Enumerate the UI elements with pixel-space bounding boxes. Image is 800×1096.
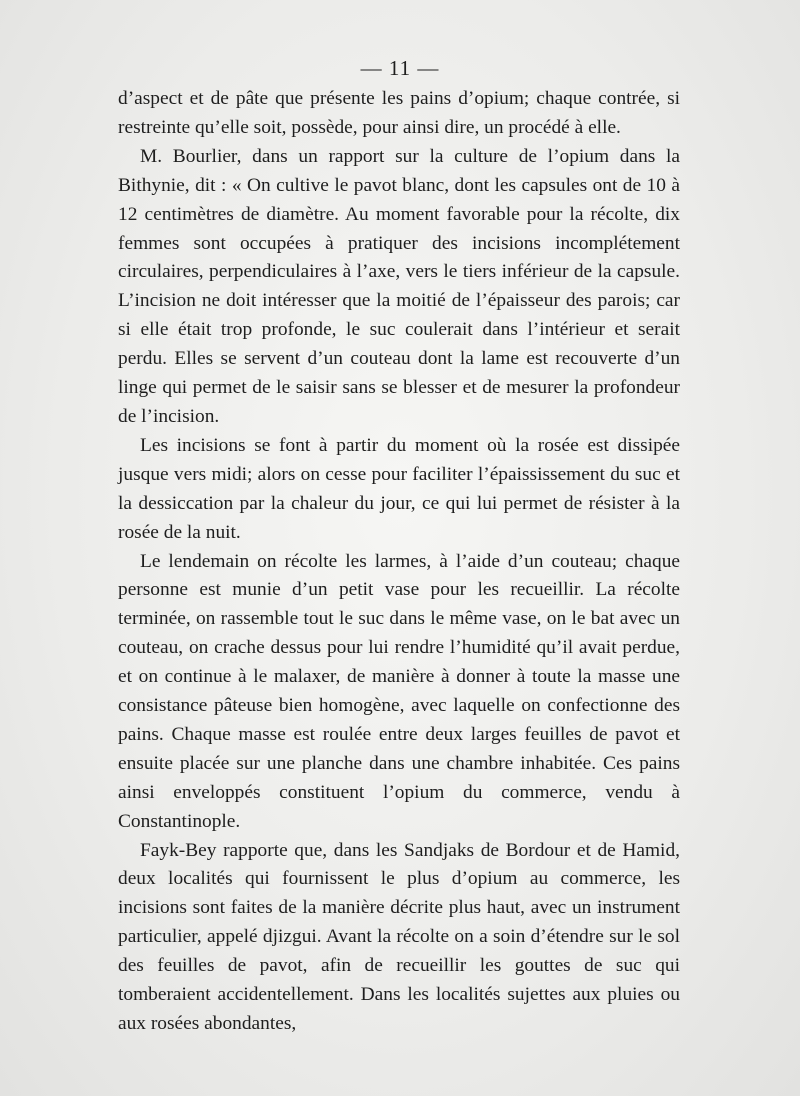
paragraph-3: Les incisions se font à partir du moment où la rosée est dissipée jusque vers midi; alors on cesse pour faciliter l’épaississement du suc et la dessiccation par la chaleur du jour, ce qui lui permet de résister à la rosée de la nuit.	[118, 434, 680, 543]
page-number: — 11 —	[360, 56, 440, 80]
paragraph-5: Fayk-Bey rapporte que, dans les Sandjaks de Bordour et de Hamid, deux localités qui fournissent le plus d’opium au commerce, les incisions sont faites de la manière décrite plus haut, avec un instrument particulier, appelé djizgui. Avant la récolte on a soin d’étendre sur le sol des feuilles de pavot, afin de recueillir les gouttes de suc qui tomberaient accidentellement. Dans les localités sujettes aux pluies ou aux rosées abondantes,	[118, 839, 680, 1034]
body-text	[118, 85, 680, 1039]
paragraph-4: Le lendemain on récolte les larmes, à l’aide d’un couteau; chaque personne est munie d’un petit vase pour les recueillir. La récolte terminée, on rassemble tout le suc dans le même vase, on le bat avec un couteau, on crache dessus pour lui rendre l’humidité qu’il avait perdue, et on continue à le malaxer, de manière à donner à toute la masse une consistance pâteuse bien homogène, avec laquelle on confectionne des pains. Chaque masse est roulée entre deux larges feuilles de pavot et ensuite placée sur une planche dans une chambre inhabitée. Ces pains ainsi enveloppés constituent l’opium du commerce, vendu à Constantinople.	[118, 550, 680, 832]
paragraph-2: M. Bourlier, dans un rapport sur la culture de l’opium dans la Bithynie, dit : « On cultive le pavot blanc, dont les capsules ont de 10 à 12 centimètres de diamètre. Au moment favorable pour la récolte, dix femmes sont occupées à pratiquer des incisions incomplétement circulaires, perpendiculaires à l’axe, vers le tiers inférieur de la capsule. L’incision ne doit intéresser que la moitié de l’épaisseur des parois; car si elle était trop profonde, le suc coulerait dans l’intérieur et serait perdu. Elles se servent d’un couteau dont la lame est recouverte d’un linge qui permet de le saisir sans se blesser et de mesurer la profondeur de l’incision.	[118, 145, 680, 427]
paragraph-1: d’aspect et de pâte que présente les pains d’opium; chaque contrée, si restreinte qu’elle soit, possède, pour ainsi dire, un procédé à elle.	[118, 88, 680, 138]
